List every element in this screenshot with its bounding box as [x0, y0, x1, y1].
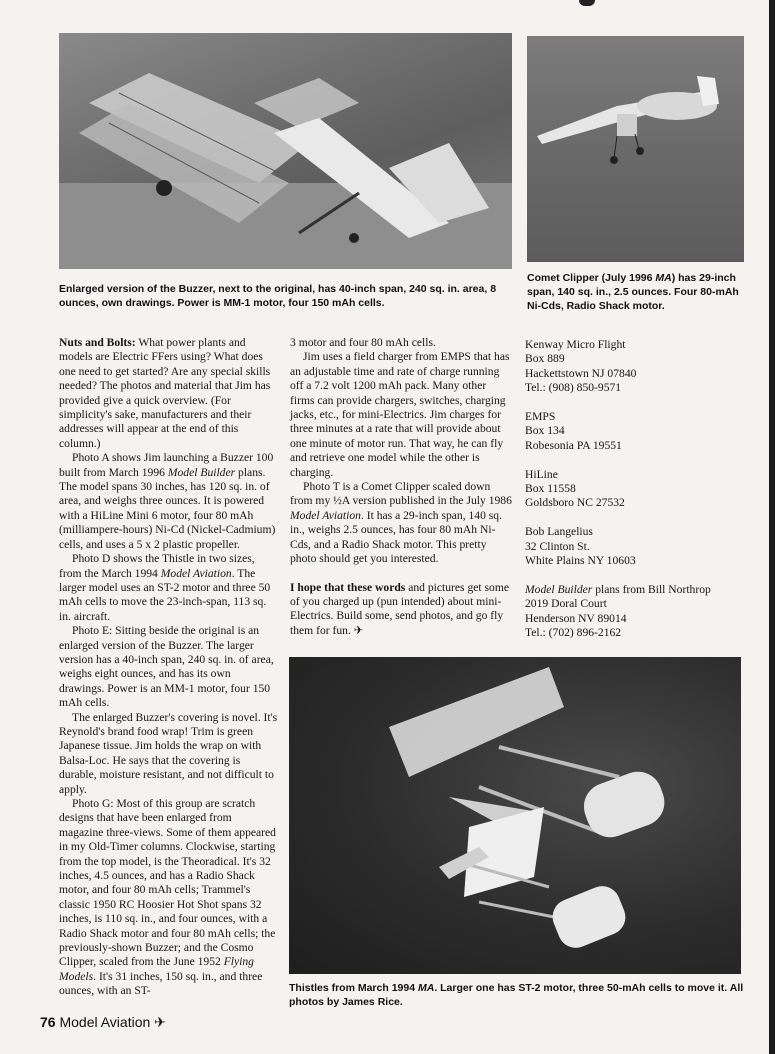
article-column-1: [59, 336, 278, 999]
paragraph-photo-a: [59, 451, 278, 552]
italic-model-builder: Model Builder: [525, 582, 593, 596]
paragraph-text: plans. The model spans 30 inches, has 120 sq. in. of area, and weighs three ounces. It is powered with a HiLine Mini 6 motor, four 80 mAh (milliampere-hours) Ni-Cd (Nickel-Cadmium) cells, and uses a 5 x 2 plastic propeller.: [59, 465, 276, 551]
italic-flying-models: Flying Models: [59, 955, 254, 983]
page-edge: [769, 0, 775, 1054]
thistles-illustration: [289, 657, 741, 974]
address-line: 32 Clinton St.: [525, 539, 590, 553]
paragraph-text: Photo T is a Comet Clipper scaled down from my ½A version published in the July 1986: [290, 480, 512, 508]
caption-thistles-post: . Larger one has ST-2 motor, three 50-mAh cells to move it. All photos by James Rice.: [289, 982, 744, 1008]
paragraph-text: and pictures get some of you charged up (pun intended) about mini-Electrics. Build some, send photos, and go fly them for fun. ✈: [290, 580, 509, 637]
address-line: HiLine: [525, 467, 558, 481]
address-line: Goldsboro NC 27532: [525, 496, 625, 510]
clipper-illustration: [527, 36, 744, 262]
address-line: Box 889: [525, 352, 565, 366]
paragraph-continued: 3 motor and four 80 mAh cells.: [290, 336, 436, 349]
magazine-name: Model Aviation ✈: [59, 1014, 166, 1030]
paragraph-text: Photo D shows the Thistle in two sizes, from the March 1994: [59, 552, 255, 580]
address-line: [525, 583, 735, 597]
paragraph-photo-g: [59, 797, 278, 999]
caption-comet-clipper: [527, 271, 749, 313]
page-number: 76: [40, 1014, 56, 1030]
caption-clipper-em: MA: [655, 272, 672, 284]
photo-comet-clipper: [527, 36, 744, 262]
address-kenway: [525, 338, 735, 396]
italic-model-builder: Model Builder: [167, 465, 236, 479]
address-line: Box 134: [525, 424, 565, 438]
caption-thistles-pre: Thistles from March 1994: [289, 982, 418, 994]
paragraph-photo-d: [59, 552, 278, 624]
scan-smudge: [579, 0, 595, 6]
address-line: Bob Langelius: [525, 525, 593, 539]
paragraph-covering: The enlarged Buzzer's covering is novel. It's Reynold's brand food wrap! Trim is green Japanese tissue. Jim holds the wrap on with Balsa-Loc. He says that the covering is durable, moisture resistant, and not difficult to apply.: [59, 710, 278, 796]
article-column-2: [290, 336, 513, 638]
paragraph-text: . It's 31 inches, 150 sq. in., and three ounces, with an ST-: [59, 969, 263, 998]
address-line: Hackettstown NJ 07840: [525, 366, 637, 380]
address-emps: [525, 410, 735, 453]
paragraph-text: . It has a 29-inch span, 140 sq. in., weighs 2.5 ounces, has four 80 mAh Ni-Cds, and a Radio Shack motor. This pretty photo should get you interested.: [290, 508, 502, 566]
address-list: [525, 338, 735, 655]
photo-thistles: [289, 657, 741, 974]
photo-buzzer-models: [59, 33, 512, 269]
caption-clipper-post: ) has 29-inch span, 140 sq. in., 2.5 ounces. Four 80-mAh Ni-Cds, Radio Shack motor.: [527, 272, 739, 312]
lead-closing: I hope that these words: [290, 580, 406, 594]
buzzer-illustration: [59, 33, 512, 269]
paragraph-text: . The larger model uses an ST-2 motor and three 50 mAh cells to move the 23-inch-span, 113 sq. in. aircraft.: [59, 566, 271, 623]
italic-model-aviation: Model Aviation: [290, 508, 361, 522]
address-line: Tel.: (702) 896-2162: [525, 626, 622, 640]
address-line: Kenway Micro Flight: [525, 338, 626, 351]
paragraph-photo-t: [290, 480, 513, 566]
paragraph-text: What power plants and models are Electric FFers using? What does one need to get started? Are any special skills needed? The photos and material that Jim has provided give a quick overview. (For simplicity's sake, manufacturers and their addresses will appear at the end of this column.): [59, 336, 271, 450]
page-footer: [40, 1014, 166, 1031]
address-line: Tel.: (908) 850-9571: [525, 381, 622, 395]
paragraph-charger: Jim uses a field charger from EMPS that has an adjustable time and rate of charge running off a 7.2 volt 1200 mAh pack. Many other firms can provide chargers, switches, charging jacks, etc., for mini-Electrics. Jim charges for three minutes at a rate that will provide about one minute of motor run. That way, he can fly and retrieve one model while the other is charging.: [290, 350, 510, 479]
paragraph-nuts-and-bolts: [59, 336, 278, 451]
address-text: plans from Bill Northrop: [592, 582, 711, 596]
address-model-builder: [525, 583, 735, 641]
address-line: Henderson NV 89014: [525, 611, 627, 625]
address-langelius: [525, 525, 735, 568]
caption-thistles-em: MA: [417, 982, 435, 994]
address-line: White Plains NY 10603: [525, 554, 636, 568]
address-line: 2019 Doral Court: [525, 597, 607, 611]
caption-clipper-pre: Comet Clipper (July 1996: [527, 272, 656, 284]
address-hiline: [525, 468, 735, 511]
address-line: Box 11558: [525, 482, 576, 496]
caption-thistles: [289, 981, 751, 1009]
paragraph-text: Photo G: Most of this group are scratch designs that have been enlarged from magazine three-views. Some of them appeared in my Old-Timer columns. Clockwise, starting from the top model, is the Theoradical. It's 32 inches, 4.5 ounces, and has a Radio Shack motor, and four 80 mAh cells; Trammel's classic 1950 RC Hoosier Hot Shot spans 32 inches, is 110 sq. in., and four ounces, with a Radio Shack motor and four 80 mAh cells; the previously-shown Buzzer; and the Cosmo Clipper, scaled from the June 1952: [59, 797, 276, 969]
caption-buzzer: Enlarged version of the Buzzer, next to the original, has 40-inch span, 240 sq. in. area, 8 ounces, own drawings. Power is MM-1 motor, four 150 mAh cells.: [59, 283, 497, 309]
paragraph-closing: [290, 581, 513, 639]
paragraph-photo-e: Photo E: Sitting beside the original is an enlarged version of the Buzzer. The larger version has a 40-inch span, 240 sq. in. of area, weighs eight ounces, and has its own drawings. Power is an MM-1 motor, four 150 mAh cells.: [59, 624, 274, 710]
italic-model-aviation: Model Aviation: [160, 566, 232, 580]
address-line: EMPS: [525, 410, 556, 424]
paragraph-text: Photo A shows Jim launching a Buzzer 100 built from March 1996: [59, 451, 274, 479]
address-line: Robesonia PA 19551: [525, 438, 622, 452]
lead-nuts-and-bolts: Nuts and Bolts:: [59, 336, 136, 349]
